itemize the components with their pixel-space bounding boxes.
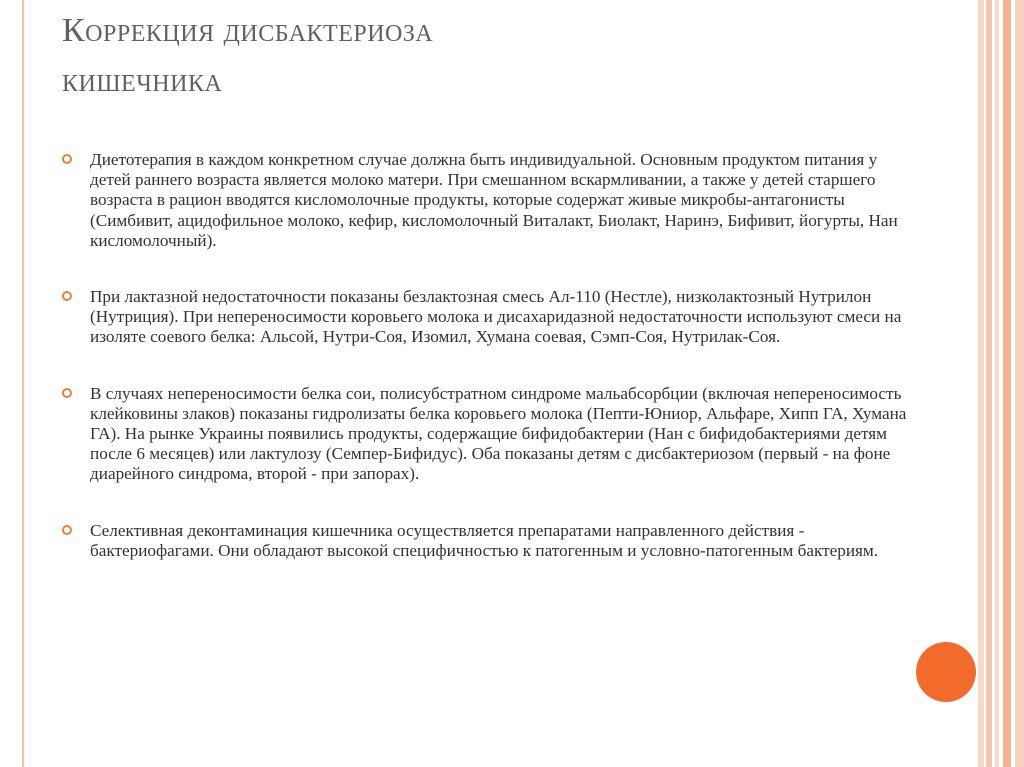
ring-bullet-icon bbox=[62, 388, 72, 398]
ring-bullet-icon bbox=[62, 291, 72, 301]
stripe bbox=[986, 0, 992, 767]
slide-title bbox=[62, 6, 942, 106]
bullet-item bbox=[62, 384, 922, 485]
title-line-1: Коррекция дисбактериоза bbox=[62, 12, 434, 49]
bullet-item bbox=[62, 287, 922, 348]
bullet-text: Диетотерапия в каждом конкретном случае должна быть индивидуальной. Основным продуктом питания у детей раннего возраста является молоко матери. При смешанном вскармливании, а также у детей старшего возраста в рацион вводятся кисломолочные продукты, которые содержат живые микробы-антагонисты (Симбивит, ацидофильное молоко, кефир, кисломолочный Виталакт, Биолакт, Наринэ, Бифивит, йогурты, Нан кисломолочный). bbox=[90, 150, 898, 250]
stripe bbox=[1003, 0, 1011, 767]
ring-bullet-icon bbox=[62, 154, 72, 164]
bullet-text: При лактазной недостаточности показаны безлактозная смесь Ал-110 (Нестле), низколактозный Нутрилон (Нутриция). При непереносимости коровьего молока и дисахаридазной недостаточности используют смеси на изоляте соевого белка: Альсой, Нутри-Соя, Изомил, Хумана соевая, Сэмп-Соя, Нутрилак-Соя. bbox=[90, 287, 902, 347]
bullet-text: В случаях непереносимости белка сои, полисубстратном синдроме мальабсорбции (включая непереносимость клейковины злаков) показаны гидролизаты белка коровьего молока (Пепти-Юниор, Альфаре, Хипп ГА, Хумана ГА). На рынке Украины появились продукты, содержащие бифидобактерии (Нан с бифидобактериями детям после 6 месяцев) или лактулозу (Семпер-Бифидус). Оба показаны детям с дисбактериозом (первый - на фоне диарейного синдрома, второй - при запорах). bbox=[90, 383, 907, 484]
stripe bbox=[978, 0, 984, 767]
left-frame-line bbox=[22, 0, 24, 767]
decorative-orange-circle bbox=[916, 642, 976, 702]
bullet-list bbox=[62, 150, 922, 561]
ring-bullet-icon bbox=[62, 525, 72, 535]
bullet-item bbox=[62, 150, 922, 251]
bullet-text: Селективная деконтаминация кишечника осуществляется препаратами направленного действия - бактериофагами. Они обладают высокой специфичностью к патогенным и условно-патогенным бактериям. bbox=[90, 520, 879, 560]
stripe bbox=[995, 0, 999, 767]
decorative-stripes bbox=[978, 0, 1024, 767]
bullet-item bbox=[62, 521, 922, 561]
title-line-2: кишечника bbox=[62, 62, 223, 99]
stripe bbox=[1015, 0, 1024, 767]
